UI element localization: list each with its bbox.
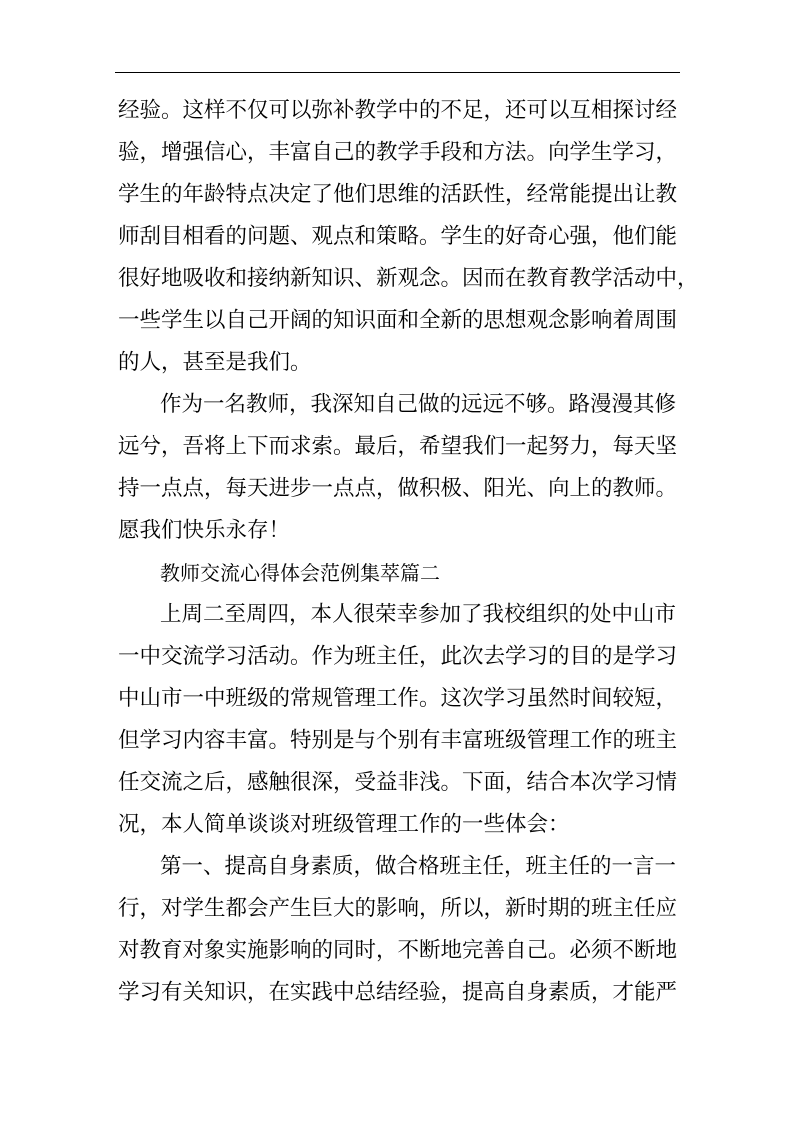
paragraph-start-line: 上周二至周四，本人很荣幸参加了我校组织的处中山市 [160,602,677,627]
section-title: 教师交流心得体会范例集萃篇二 [160,561,440,585]
text-line: 一些学生以自己开阔的知识面和全新的思想观念影响着周围 [118,308,678,333]
paragraph-start-line: 作为一名教师，我深知自己做的远远不够。路漫漫其修 [160,392,677,417]
text-line: 学习有关知识，在实践中总结经验，提高自身素质，才能严 [118,980,678,1005]
paragraph-start-line: 第一、提高自身素质，做合格班主任，班主任的一言一 [160,854,677,879]
text-line: 远兮，吾将上下而求索。最后，希望我们一起努力，每天坚 [118,434,678,459]
text-line: 师刮目相看的问题、观点和策略。学生的好奇心强，他们能 [118,224,678,249]
text-line: 经验。这样不仅可以弥补教学中的不足，还可以互相探讨经 [118,98,678,123]
text-line: 但学习内容丰富。特别是与个别有丰富班级管理工作的班主 [118,728,678,753]
text-line: 对教育对象实施影响的同时，不断地完善自己。必须不断地 [118,938,678,963]
text-line: 一中交流学习活动。作为班主任，此次去学习的目的是学习 [118,644,678,669]
text-line: 验，增强信心，丰富自己的教学手段和方法。向学生学习， [118,140,678,165]
text-line: 况，本人简单谈谈对班级管理工作的一些体会： [118,812,570,837]
text-line: 的人，甚至是我们。 [118,350,312,375]
text-line: 愿我们快乐永存！ [118,518,291,543]
text-line: 持一点点，每天进步一点点，做积极、阳光、向上的教师。 [118,476,678,501]
text-line: 学生的年龄特点决定了他们思维的活跃性，经常能提出让教 [118,182,678,207]
text-line: 任交流之后，感触很深，受益非浅。下面，结合本次学习情 [118,770,678,795]
text-line: 行，对学生都会产生巨大的影响，所以，新时期的班主任应 [118,896,678,921]
header-rule [115,72,680,73]
text-line: 中山市一中班级的常规管理工作。这次学习虽然时间较短， [118,686,678,711]
text-line: 很好地吸收和接纳新知识、新观念。因而在教育教学活动中， [118,266,699,291]
